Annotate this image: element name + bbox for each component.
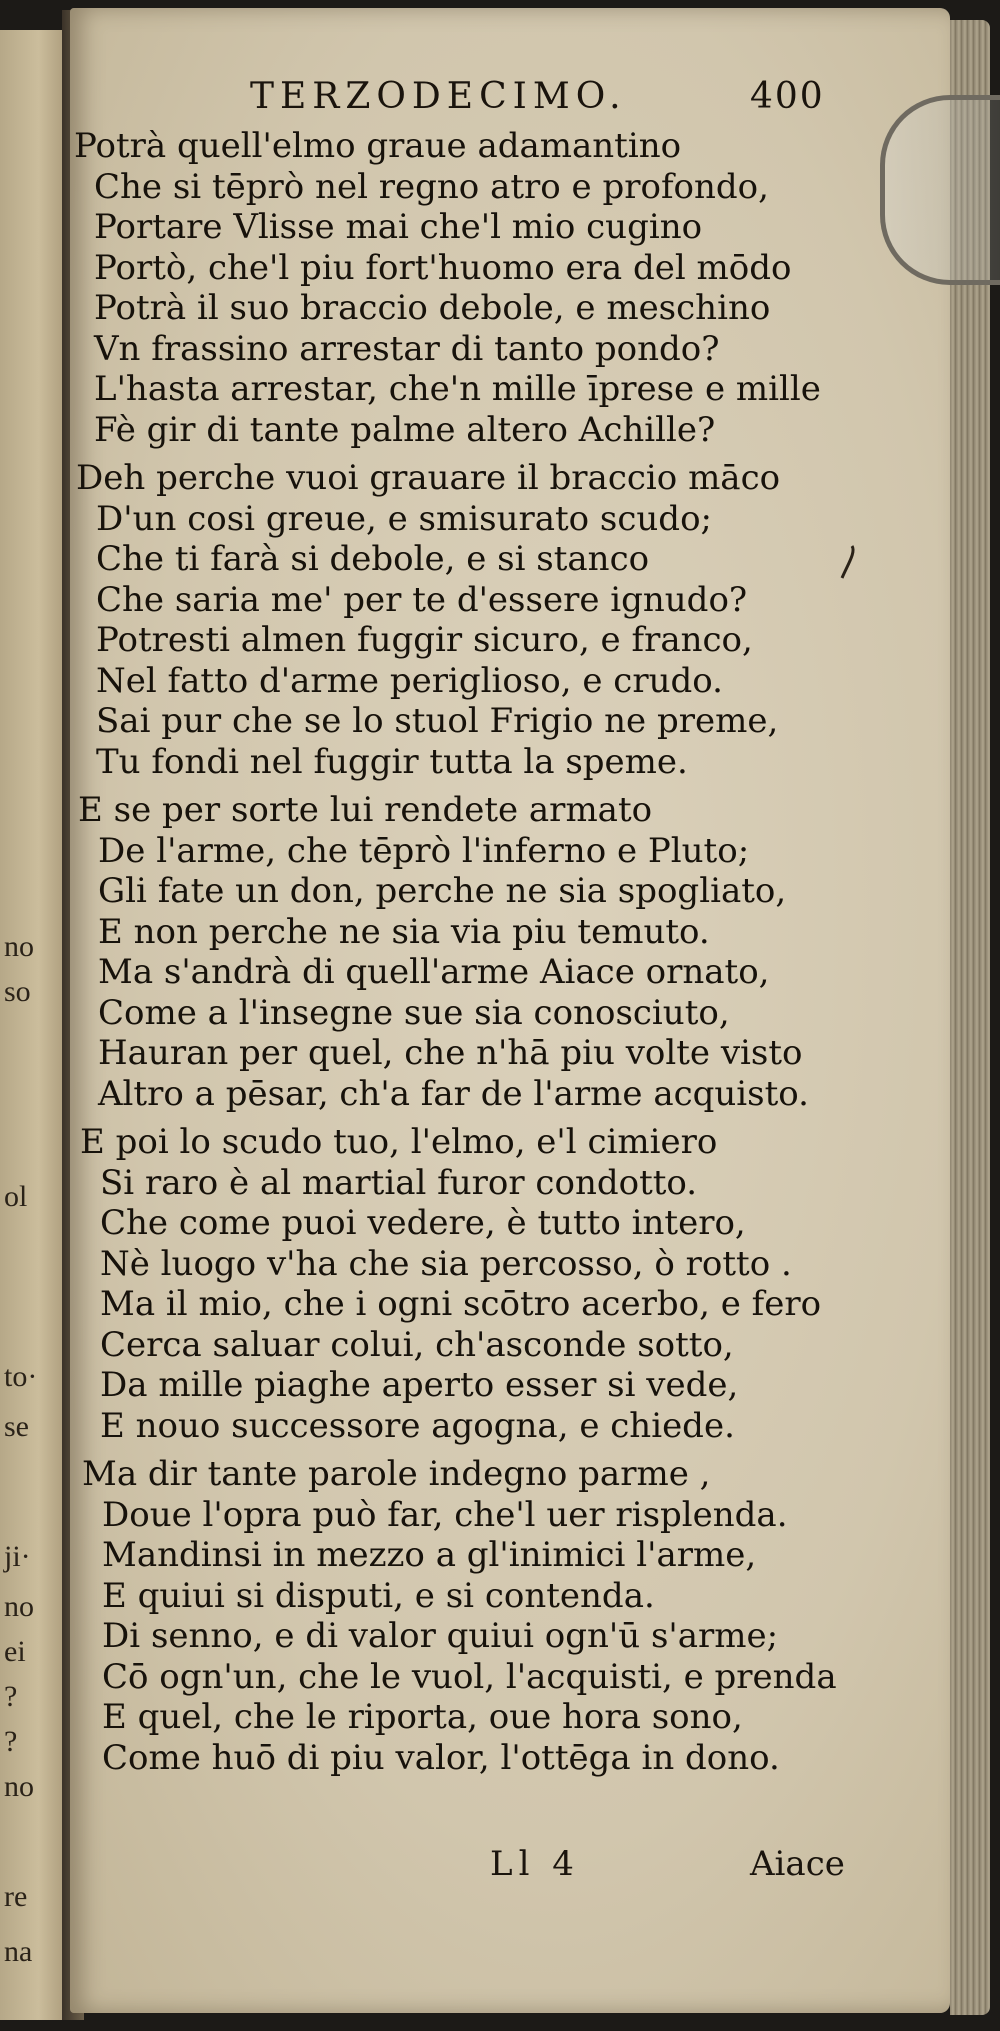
verse-line: Come a l'insegne sue sia conosciuto, — [98, 992, 730, 1033]
verse-line: Gli fate un don, perche ne sia spogliato, — [98, 871, 787, 911]
stanza — [70, 126, 950, 450]
facing-page-fragment: no — [4, 1590, 34, 1623]
verse-line: Ma il mio, che i ogni scōtro acerbo, e fero — [100, 1284, 822, 1324]
verse-line: Che come puoi vedere, è tutto intero, — [100, 1203, 746, 1243]
verse-line: Che si tēprò nel regno atro e profondo, — [94, 166, 769, 207]
verse-line: D'un cosi greue, e smisurato scudo; — [96, 498, 713, 539]
verse-line: Potrà quell'elmo graue adamantino — [74, 126, 682, 166]
facing-page-fragment: ei — [4, 1635, 26, 1668]
verse-line: E se per sorte lui rendete armato — [78, 790, 653, 830]
verse-line: Nè luogo v'ha che sia percosso, ò rotto . — [100, 1243, 792, 1284]
verse-line: Cerca saluar colui, ch'asconde sotto, — [100, 1324, 734, 1365]
facing-page-fragment: no — [4, 1770, 34, 1803]
verse-line: Fè gir di tante palme altero Achille? — [94, 409, 716, 450]
page-footer — [70, 1844, 950, 1888]
verse-line: Altro a pēsar, ch'a far de l'arme acquisto. — [98, 1073, 809, 1114]
stanza — [70, 458, 950, 782]
ink-mark-icon — [838, 544, 858, 582]
verse-line: Ma s'andrà di quell'arme Aiace ornato, — [98, 952, 770, 992]
verse-line: Hauran per quel, che n'hā piu volte visto — [98, 1033, 803, 1073]
verse-line: Che saria me' per te d'essere ignudo? — [96, 579, 748, 620]
facing-page-fragment: na — [4, 1935, 33, 1968]
verse-line: Portare Vlisse mai che'l mio cugino — [94, 207, 703, 247]
poem-text — [70, 126, 950, 1786]
verse-line: Si raro è al martial furor condotto. — [100, 1162, 698, 1203]
facing-page-fragment: re — [4, 1880, 28, 1913]
verse-line: Nel fatto d'arme periglioso, e crudo. — [96, 660, 723, 701]
verse-line: E quel, che le riporta, oue hora sono, — [102, 1697, 743, 1737]
verse-line: Come huō di piu valor, l'ottēga in dono. — [102, 1737, 780, 1778]
page-number: 400 — [750, 76, 825, 117]
verse-line: Cō ogn'un, che le vuol, l'acquisti, e prenda — [102, 1656, 837, 1697]
verse-line: E nouo successore agogna, e chiede. — [100, 1405, 735, 1446]
facing-page-fragment: ol — [4, 1180, 28, 1213]
verse-line: Deh perche vuoi grauare il braccio māco — [76, 458, 781, 498]
stanza — [70, 1122, 950, 1446]
book-page — [70, 8, 950, 2013]
facing-page-fragment: no — [4, 930, 34, 963]
verse-line: Tu fondi nel fuggir tutta la speme. — [96, 741, 688, 782]
verse-line: Doue l'opra può far, che'l uer risplenda. — [102, 1494, 788, 1535]
facing-page-fragment: ji· — [4, 1540, 31, 1573]
stanza — [70, 790, 950, 1114]
verse-line: Mandinsi in mezzo a gl'inimici l'arme, — [102, 1535, 757, 1575]
verse-line: Da mille piaghe aperto esser si vede, — [100, 1365, 739, 1405]
verse-line: Ma dir tante parole indegno parme , — [82, 1454, 711, 1494]
facing-page-edge — [0, 30, 70, 2020]
verse-line: De l'arme, che tēprò l'inferno e Pluto; — [98, 830, 750, 871]
verse-line: Che ti farà si debole, e si stanco — [96, 539, 650, 579]
signature-mark: Ll 4 — [490, 1844, 580, 1884]
page-fore-edge — [950, 20, 990, 2015]
running-title: TERZODECIMO. — [250, 76, 627, 117]
facing-page-fragment: ? — [4, 1680, 18, 1713]
verse-line: Potrà il suo braccio debole, e meschino — [94, 288, 771, 328]
verse-line: Portò, che'l piu fort'huomo era del mōdo — [94, 247, 792, 288]
glass-page-weight — [880, 95, 1000, 285]
facing-page-fragment: ? — [4, 1725, 18, 1758]
verse-line: Potresti almen fuggir sicuro, e franco, — [96, 620, 753, 660]
verse-line: E quiui si disputi, e si contenda. — [102, 1575, 655, 1616]
verse-line: E poi lo scudo tuo, l'elmo, e'l cimiero — [80, 1122, 718, 1162]
verse-line: E non perche ne sia via piu temuto. — [98, 911, 710, 952]
facing-page-fragment: so — [4, 975, 31, 1008]
verse-line: L'hasta arrestar, che'n mille īprese e mille — [94, 369, 821, 409]
verse-line: Di senno, e di valor quiui ogn'ū s'arme; — [102, 1616, 779, 1656]
facing-page-fragment: to· — [4, 1360, 38, 1393]
facing-page-fragment: se — [4, 1410, 29, 1443]
catchword: Aiace — [750, 1844, 845, 1884]
verse-line: Sai pur che se lo stuol Frigio ne preme, — [96, 701, 779, 741]
verse-line: Vn frassino arrestar di tanto pondo? — [94, 328, 720, 369]
stanza — [70, 1454, 950, 1778]
